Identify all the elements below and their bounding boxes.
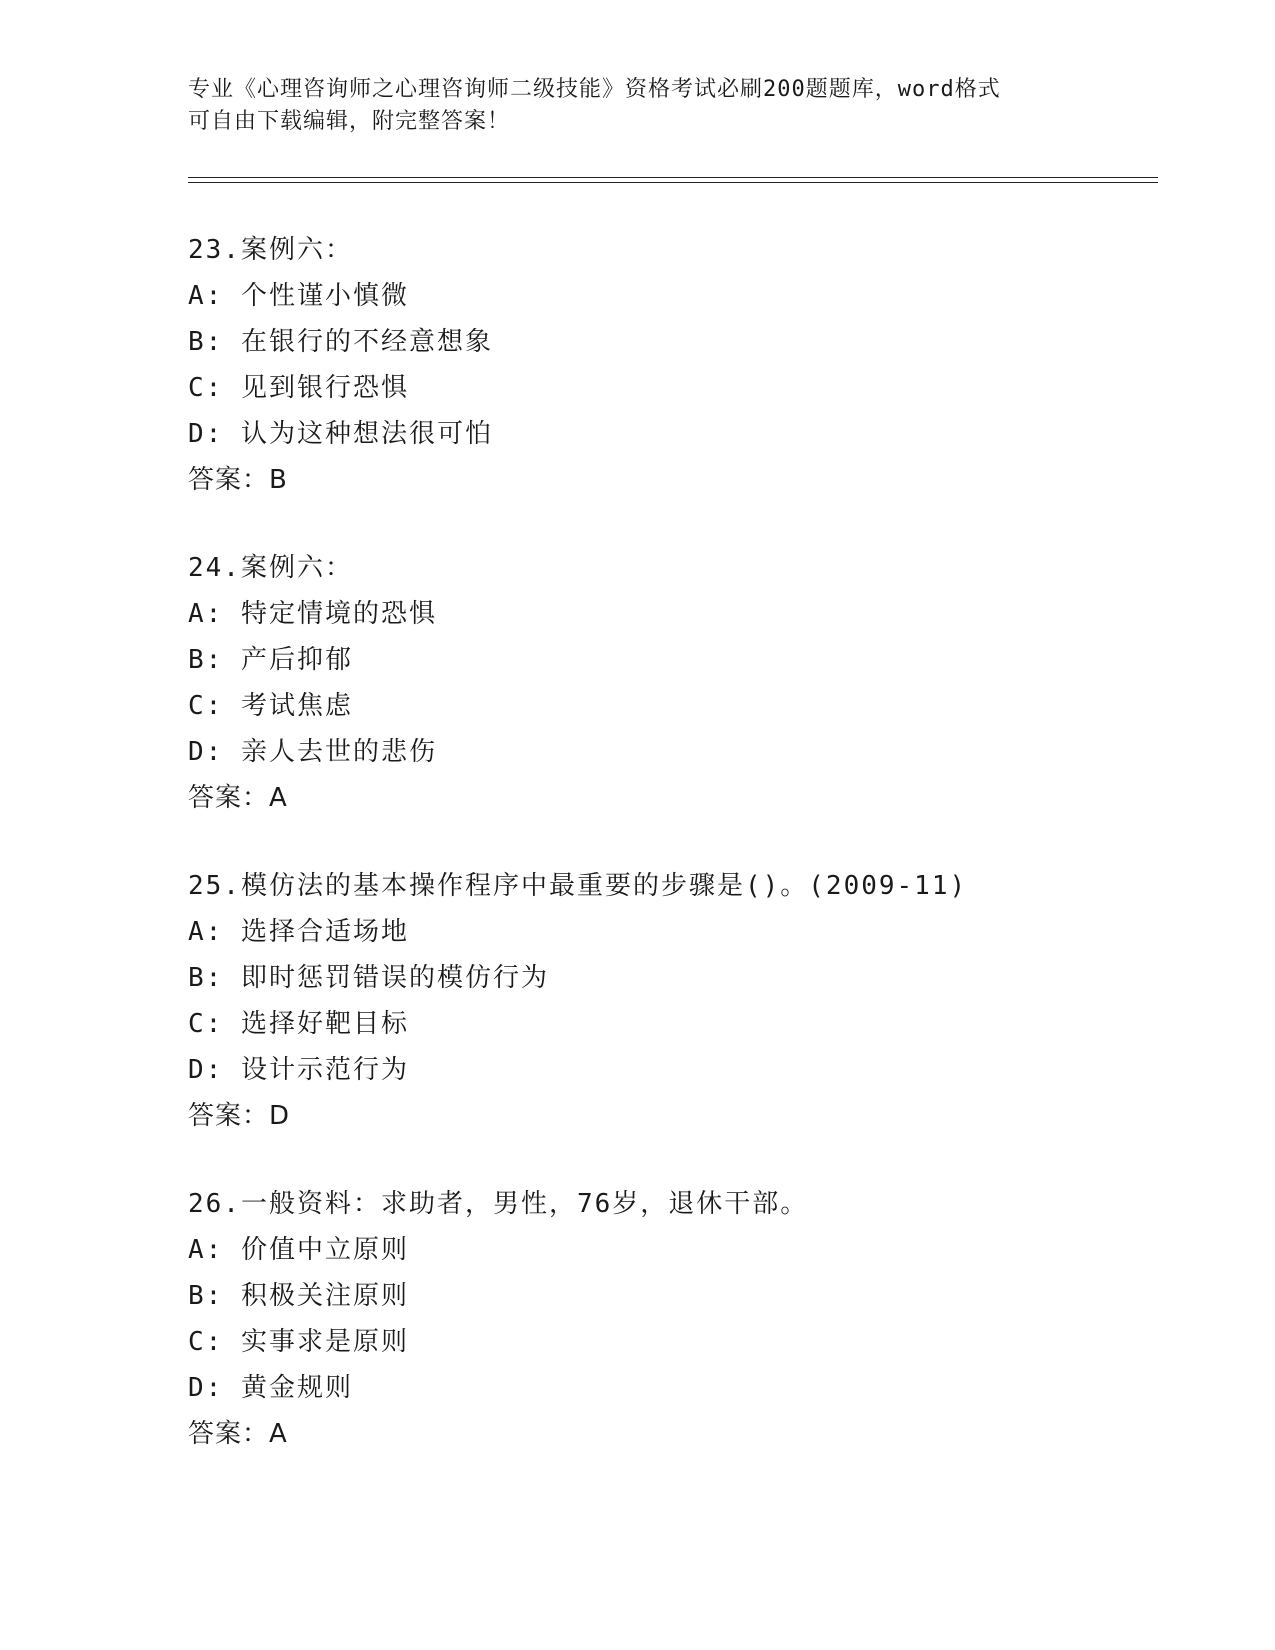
option-b: B: 即时惩罚错误的模仿行为 bbox=[188, 963, 549, 993]
option-a: A: 特定情境的恐惧 bbox=[188, 599, 437, 629]
option-b: B: 在银行的不经意想象 bbox=[188, 327, 493, 357]
answer: 答案：A bbox=[188, 1419, 288, 1449]
option-b: B: 积极关注原则 bbox=[188, 1281, 409, 1311]
header-line-2: 可自由下载编辑，附完整答案！ bbox=[188, 109, 511, 134]
answer: 答案：A bbox=[188, 783, 288, 813]
question-block bbox=[188, 863, 1148, 1139]
option-c: C: 见到银行恐惧 bbox=[188, 373, 409, 403]
option-d: D: 设计示范行为 bbox=[188, 1055, 409, 1085]
question-block bbox=[188, 545, 1148, 821]
question-title: 24.案例六： bbox=[188, 553, 353, 583]
question-block bbox=[188, 1181, 1148, 1457]
question-title: 26.一般资料：求助者，男性，76岁，退休干部。 bbox=[188, 1189, 809, 1219]
option-d: D: 认为这种想法很可怕 bbox=[188, 419, 493, 449]
option-b: B: 产后抑郁 bbox=[188, 645, 353, 675]
option-a: A: 价值中立原则 bbox=[188, 1235, 409, 1265]
answer: 答案：D bbox=[188, 1101, 291, 1131]
option-d: D: 黄金规则 bbox=[188, 1373, 353, 1403]
header-divider-top bbox=[188, 177, 1158, 178]
header-divider-bottom bbox=[188, 182, 1158, 183]
question-block bbox=[188, 227, 1148, 503]
header-line-1: 专业《心理咨询师之心理咨询师二级技能》资格考试必刷200题题库，word格式 bbox=[188, 77, 1001, 102]
document-header bbox=[188, 74, 1088, 138]
option-c: C: 实事求是原则 bbox=[188, 1327, 409, 1357]
option-a: A: 选择合适场地 bbox=[188, 917, 409, 947]
question-title: 23.案例六： bbox=[188, 235, 353, 265]
question-title: 25.模仿法的基本操作程序中最重要的步骤是()。(2009-11) bbox=[188, 871, 968, 901]
option-c: C: 选择好靶目标 bbox=[188, 1009, 409, 1039]
option-c: C: 考试焦虑 bbox=[188, 691, 353, 721]
option-a: A: 个性谨小慎微 bbox=[188, 281, 409, 311]
option-d: D: 亲人去世的悲伤 bbox=[188, 737, 437, 767]
answer: 答案：B bbox=[188, 465, 288, 495]
